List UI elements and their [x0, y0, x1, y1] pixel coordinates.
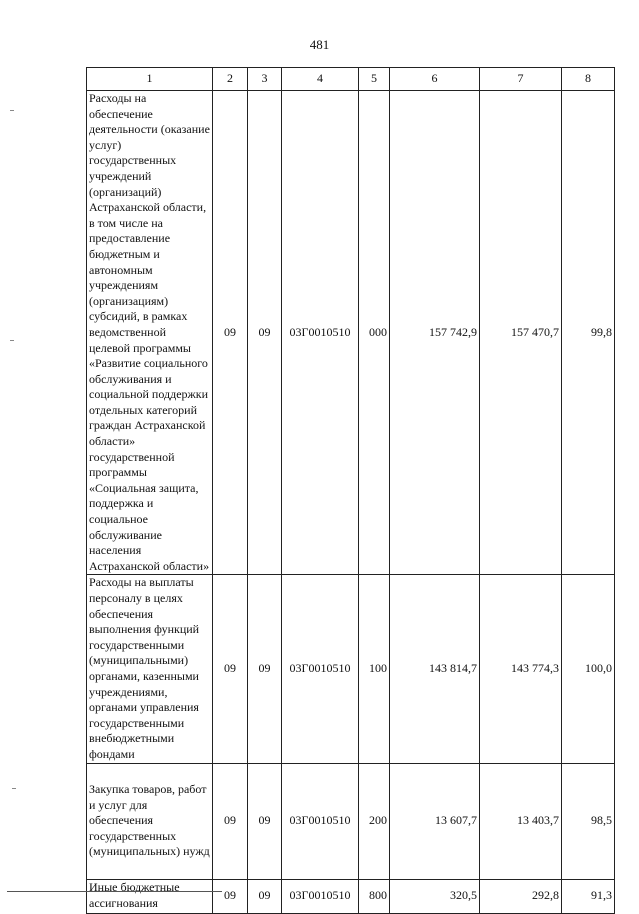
scan-margin-mark	[12, 788, 16, 789]
scan-margin-mark	[10, 110, 14, 111]
planned-amount: 320,5	[390, 879, 480, 913]
subsection-code: 09	[248, 575, 282, 763]
planned-amount: 157 742,9	[390, 91, 480, 575]
scan-margin-mark	[10, 340, 14, 341]
planned-amount: 13 607,7	[390, 763, 480, 879]
table-row	[87, 575, 615, 763]
target-article-code: 03Г0010510	[282, 763, 359, 879]
subsection-code: 09	[248, 91, 282, 575]
column-header-7: 7	[480, 68, 562, 91]
column-header-8: 8	[562, 68, 615, 91]
expense-type-code: 200	[359, 763, 390, 879]
execution-percent: 98,5	[562, 763, 615, 879]
page-number: 481	[309, 37, 330, 52]
executed-amount: 157 470,7	[480, 91, 562, 575]
column-header-4: 4	[282, 68, 359, 91]
table-row	[87, 879, 615, 913]
budget-table	[86, 67, 615, 914]
planned-amount: 143 814,7	[390, 575, 480, 763]
column-header-5: 5	[359, 68, 390, 91]
target-article-code: 03Г0010510	[282, 575, 359, 763]
subsection-code: 09	[248, 879, 282, 913]
column-header-6: 6	[390, 68, 480, 91]
table-row	[87, 763, 615, 879]
row-description: Иные бюджетные ассигнования	[87, 879, 213, 913]
executed-amount: 143 774,3	[480, 575, 562, 763]
footer-rule	[7, 891, 222, 892]
executed-amount: 292,8	[480, 879, 562, 913]
row-description: Закупка товаров, работ и услуг для обеспечения государственных (муниципальных) нужд	[87, 763, 213, 879]
section-code: 09	[213, 575, 248, 763]
table-row	[87, 91, 615, 575]
section-code: 09	[213, 91, 248, 575]
column-header-1: 1	[87, 68, 213, 91]
target-article-code: 03Г0010510	[282, 879, 359, 913]
column-header-2: 2	[213, 68, 248, 91]
column-header-3: 3	[248, 68, 282, 91]
row-description: Расходы на обеспечение деятельности (оказание услуг) государственных учреждений (организаций) Астраханской области, в том числе на предоставление бюджетным и автономным учреждениям (организациям) субсидий, в рамках ведомственной целевой программы «Развитие социального обслуживания и социальной поддержки отдельных категорий граждан Астраханской области» государственной программы «Социальная защита, поддержка и социальное обслуживание населения Астраханской области»	[87, 91, 213, 575]
executed-amount: 13 403,7	[480, 763, 562, 879]
expense-type-code: 000	[359, 91, 390, 575]
execution-percent: 91,3	[562, 879, 615, 913]
execution-percent: 99,8	[562, 91, 615, 575]
table-header-row	[87, 68, 615, 91]
row-description: Расходы на выплаты персоналу в целях обеспечения выполнения функций государственными (муниципальными) органами, казенными учреждениями, органами управления государственными внебюджетными фондами	[87, 575, 213, 763]
section-code: 09	[213, 763, 248, 879]
expense-type-code: 100	[359, 575, 390, 763]
target-article-code: 03Г0010510	[282, 91, 359, 575]
execution-percent: 100,0	[562, 575, 615, 763]
section-code: 09	[213, 879, 248, 913]
subsection-code: 09	[248, 763, 282, 879]
expense-type-code: 800	[359, 879, 390, 913]
